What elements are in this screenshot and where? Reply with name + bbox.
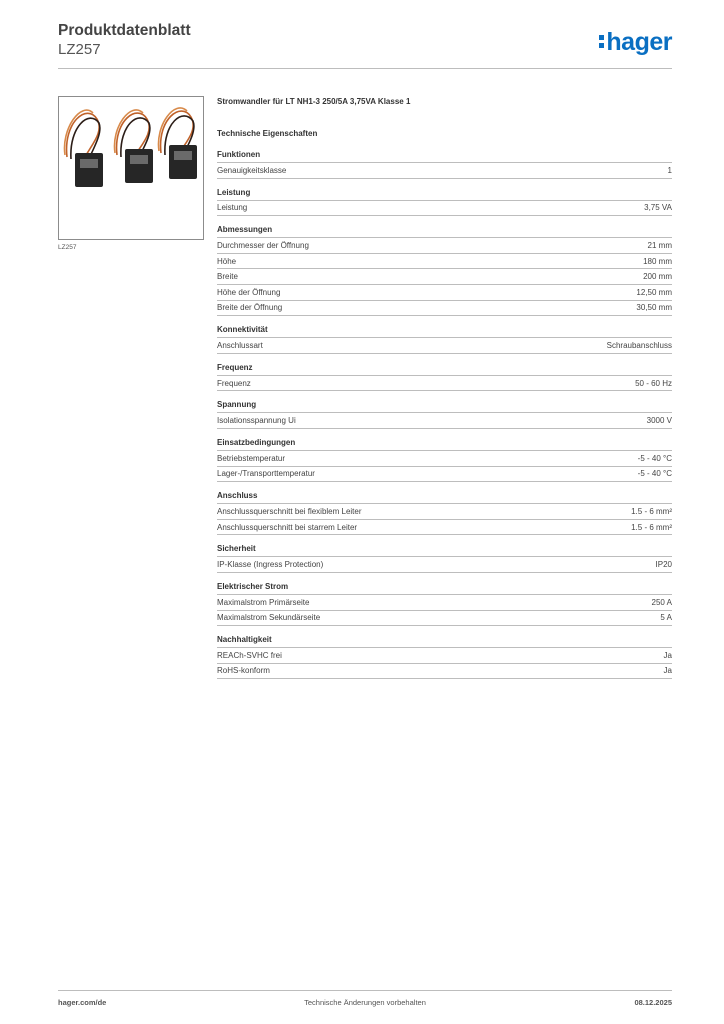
- spec-label: Anschlussart: [217, 340, 263, 350]
- spec-label: Höhe der Öffnung: [217, 287, 281, 297]
- spec-row: [217, 412, 672, 429]
- page-header: [58, 22, 672, 69]
- spec-value: 1.5 - 6 mm²: [631, 522, 672, 532]
- spec-rows: [217, 200, 672, 217]
- spec-label: Lager-/Transporttemperatur: [217, 469, 315, 479]
- section-title: Nachhaltigkeit: [217, 635, 272, 645]
- spec-section: [217, 225, 672, 316]
- tech-heading: Technische Eigenschaften: [217, 129, 318, 138]
- spec-label: REACh-SVHC frei: [217, 650, 282, 660]
- spec-label: Genauigkeitsklasse: [217, 165, 287, 175]
- spec-rows: [217, 162, 672, 179]
- spec-value: 3000 V: [646, 416, 672, 426]
- current-transformer-photo: [59, 97, 203, 239]
- spec-value: 200 mm: [643, 272, 672, 282]
- spec-value: 250 A: [651, 597, 672, 607]
- spec-row: [217, 337, 672, 354]
- spec-row: [217, 237, 672, 253]
- spec-section: [217, 325, 672, 354]
- spec-content: [217, 97, 672, 679]
- spec-value: -5 - 40 °C: [637, 453, 672, 463]
- spec-row: [217, 450, 672, 466]
- spec-value: -5 - 40 °C: [637, 469, 672, 479]
- spec-rows: [217, 412, 672, 429]
- image-caption: LZ257: [58, 244, 77, 251]
- spec-rows: [217, 556, 672, 573]
- spec-value: 3,75 VA: [644, 203, 672, 213]
- section-title: Leistung: [217, 187, 251, 197]
- product-image: [58, 96, 204, 240]
- spec-value: 21 mm: [647, 240, 672, 250]
- spec-value: 1: [667, 165, 672, 175]
- spec-row: [217, 663, 672, 680]
- spec-label: Betriebstemperatur: [217, 453, 286, 463]
- spec-rows: [217, 594, 672, 626]
- spec-value: 5 A: [660, 613, 672, 623]
- spec-value: 50 - 60 Hz: [635, 378, 672, 388]
- section-title: Funktionen: [217, 150, 261, 159]
- spec-row: [217, 466, 672, 483]
- spec-value: Schraubanschluss: [606, 340, 672, 350]
- spec-value: 30,50 mm: [636, 303, 672, 313]
- spec-row: [217, 503, 672, 519]
- footer-notice: Technische Änderungen vorbehalten: [304, 998, 426, 1007]
- page-footer: [58, 990, 672, 1007]
- spec-section: [217, 363, 672, 392]
- hager-logo: [599, 28, 672, 57]
- product-code: LZ257: [58, 41, 101, 58]
- spec-value: 1.5 - 6 mm²: [631, 506, 672, 516]
- spec-value: IP20: [655, 560, 672, 570]
- spec-row: [217, 647, 672, 663]
- product-name: Stromwandler für LT NH1-3 250/5A 3,75VA Klasse 1: [217, 97, 411, 106]
- spec-section: [217, 582, 672, 626]
- spec-row: [217, 284, 672, 300]
- spec-row: [217, 375, 672, 392]
- spec-label: Anschlussquerschnitt bei flexiblem Leiter: [217, 506, 362, 516]
- spec-label: RoHS-konform: [217, 666, 270, 676]
- section-title: Frequenz: [217, 362, 253, 372]
- spec-label: IP-Klasse (Ingress Protection): [217, 560, 324, 570]
- spec-rows: [217, 647, 672, 679]
- spec-label: Höhe: [217, 256, 237, 266]
- spec-rows: [217, 375, 672, 392]
- spec-value: Ja: [663, 666, 672, 676]
- document-title: Produktdatenblatt: [58, 22, 191, 39]
- spec-section: [217, 150, 672, 179]
- footer-date: 08.12.2025: [634, 998, 672, 1007]
- section-title: Konnektivität: [217, 325, 268, 335]
- spec-rows: [217, 503, 672, 535]
- spec-row: [217, 556, 672, 573]
- spec-label: Isolationsspannung Ui: [217, 416, 296, 426]
- spec-label: Durchmesser der Öffnung: [217, 240, 309, 250]
- section-title: Elektrischer Strom: [217, 581, 289, 591]
- spec-label: Frequenz: [217, 378, 251, 388]
- spec-row: [217, 162, 672, 179]
- logo-text: hager: [606, 28, 672, 56]
- spec-section: [217, 544, 672, 573]
- spec-section: [217, 188, 672, 217]
- spec-row: [217, 268, 672, 284]
- spec-section: [217, 491, 672, 535]
- spec-row: [217, 300, 672, 317]
- spec-value: 12,50 mm: [636, 287, 672, 297]
- logo-dots-icon: [599, 32, 604, 52]
- spec-label: Maximalstrom Sekundärseite: [217, 613, 321, 623]
- spec-section: [217, 438, 672, 482]
- spec-rows: [217, 450, 672, 482]
- spec-row: [217, 253, 672, 269]
- spec-label: Breite: [217, 272, 238, 282]
- spec-row: [217, 610, 672, 627]
- section-title: Sicherheit: [217, 544, 256, 554]
- spec-rows: [217, 337, 672, 354]
- section-title: Abmessungen: [217, 225, 273, 235]
- spec-section: [217, 635, 672, 679]
- spec-label: Leistung: [217, 203, 248, 213]
- spec-row: [217, 594, 672, 610]
- spec-section: [217, 400, 672, 429]
- spec-row: [217, 519, 672, 536]
- spec-value: 180 mm: [643, 256, 672, 266]
- spec-label: Maximalstrom Primärseite: [217, 597, 310, 607]
- spec-label: Breite der Öffnung: [217, 303, 283, 313]
- section-title: Einsatzbedingungen: [217, 437, 296, 447]
- spec-sections: [217, 150, 672, 679]
- spec-value: Ja: [663, 650, 672, 660]
- section-title: Spannung: [217, 400, 257, 410]
- footer-website[interactable]: hager.com/de: [58, 998, 107, 1007]
- section-title: Anschluss: [217, 491, 258, 501]
- spec-label: Anschlussquerschnitt bei starrem Leiter: [217, 522, 358, 532]
- spec-rows: [217, 237, 672, 316]
- spec-row: [217, 200, 672, 217]
